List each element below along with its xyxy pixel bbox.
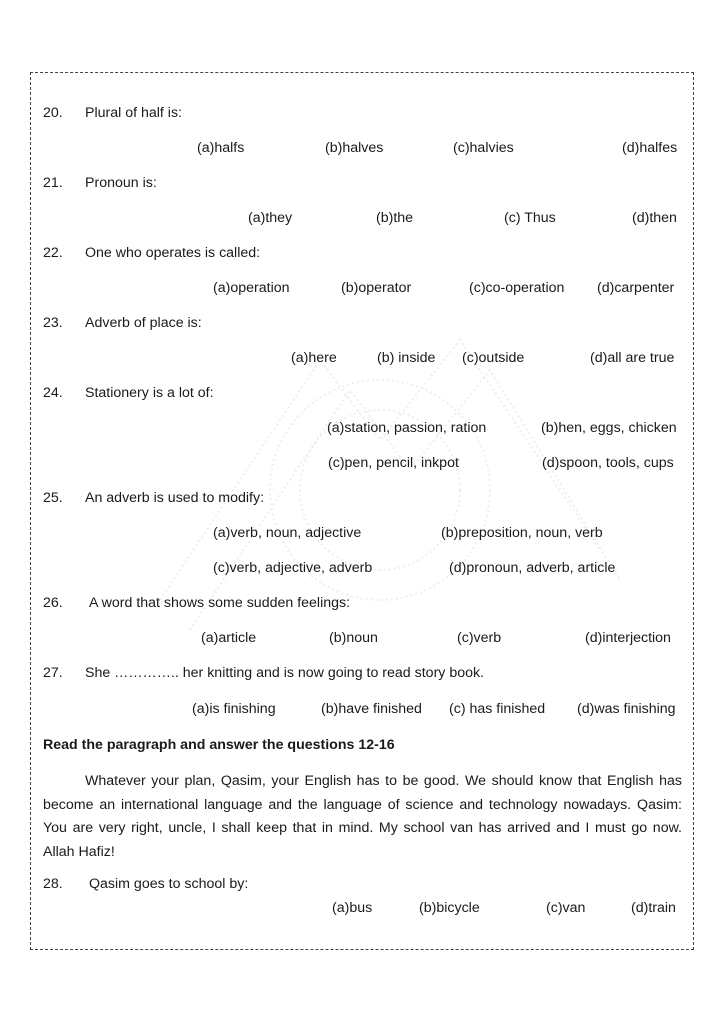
- option-b: (b)bicycle: [419, 900, 480, 916]
- option-a: (a)here: [291, 350, 337, 366]
- option-b: (b)have finished: [321, 701, 422, 717]
- question-number: 25.: [43, 490, 63, 506]
- option-a: (a)station, passion, ration: [327, 420, 487, 436]
- option-a: (a)article: [201, 630, 257, 646]
- question-number: 26.: [43, 595, 63, 611]
- option-b: (b)preposition, noun, verb: [441, 525, 603, 541]
- option-a: (a)bus: [332, 900, 373, 916]
- option-a: (a)halfs: [197, 140, 245, 156]
- question-text: One who operates is called:: [85, 245, 261, 261]
- option-d: (d)interjection: [585, 630, 671, 646]
- option-c: (c) has finished: [449, 701, 546, 717]
- question-number: 21.: [43, 175, 63, 191]
- option-c: (c)pen, pencil, inkpot: [328, 455, 459, 471]
- section-heading: Read the paragraph and answer the questions 12-16: [43, 737, 395, 753]
- option-a: (a)they: [248, 210, 293, 226]
- question-text: Plural of half is:: [85, 105, 182, 121]
- option-c: (c)co-operation: [469, 280, 565, 296]
- option-c: (c)outside: [462, 350, 525, 366]
- option-a: (a)operation: [213, 280, 290, 296]
- question-number: 23.: [43, 315, 63, 331]
- option-d: (d)spoon, tools, cups: [542, 455, 674, 471]
- option-c: (c) Thus: [504, 210, 556, 226]
- question-text: A word that shows some sudden feelings:: [89, 595, 351, 611]
- option-c: (c)halvies: [453, 140, 514, 156]
- question-text: She ………….. her knitting and is now going to read story book.: [85, 665, 485, 681]
- question-text: An adverb is used to modify:: [85, 490, 265, 506]
- question-number: 27.: [43, 665, 63, 681]
- option-d: (d)train: [631, 900, 676, 916]
- question-text: Stationery is a lot of:: [85, 385, 214, 401]
- question-number: 28.: [43, 876, 63, 892]
- option-d: (d)carpenter: [597, 280, 675, 296]
- option-b: (b)the: [376, 210, 414, 226]
- question-text: Qasim goes to school by:: [89, 876, 249, 892]
- question-number: 24.: [43, 385, 63, 401]
- question-text: Adverb of place is:: [85, 315, 202, 331]
- reading-paragraph: Whatever your plan, Qasim, your English has to be good. We should know that English has become an international language and the language of science and technology nowadays. Qasim: You are very right, uncle, I shall keep that in mind. My school van has arrived and I must go now. Allah Hafiz!: [43, 773, 682, 860]
- option-d: (d)then: [632, 210, 677, 226]
- option-b: (b)halves: [325, 140, 384, 156]
- option-d: (d)halfes: [622, 140, 678, 156]
- option-c: (c)verb, adjective, adverb: [213, 560, 373, 576]
- option-b: (b)operator: [341, 280, 412, 296]
- option-b: (b) inside: [377, 350, 436, 366]
- option-a: (a)is finishing: [192, 701, 276, 717]
- option-b: (b)hen, eggs, chicken: [541, 420, 677, 436]
- question-number: 22.: [43, 245, 63, 261]
- question-text: Pronoun is:: [85, 175, 157, 191]
- option-c: (c)verb: [457, 630, 502, 646]
- option-d: (d)all are true: [590, 350, 675, 366]
- option-d: (d)was finishing: [577, 701, 676, 717]
- option-d: (d)pronoun, adverb, article: [449, 560, 616, 576]
- option-b: (b)noun: [329, 630, 378, 646]
- option-a: (a)verb, noun, adjective: [213, 525, 362, 541]
- option-c: (c)van: [546, 900, 586, 916]
- question-number: 20.: [43, 105, 63, 121]
